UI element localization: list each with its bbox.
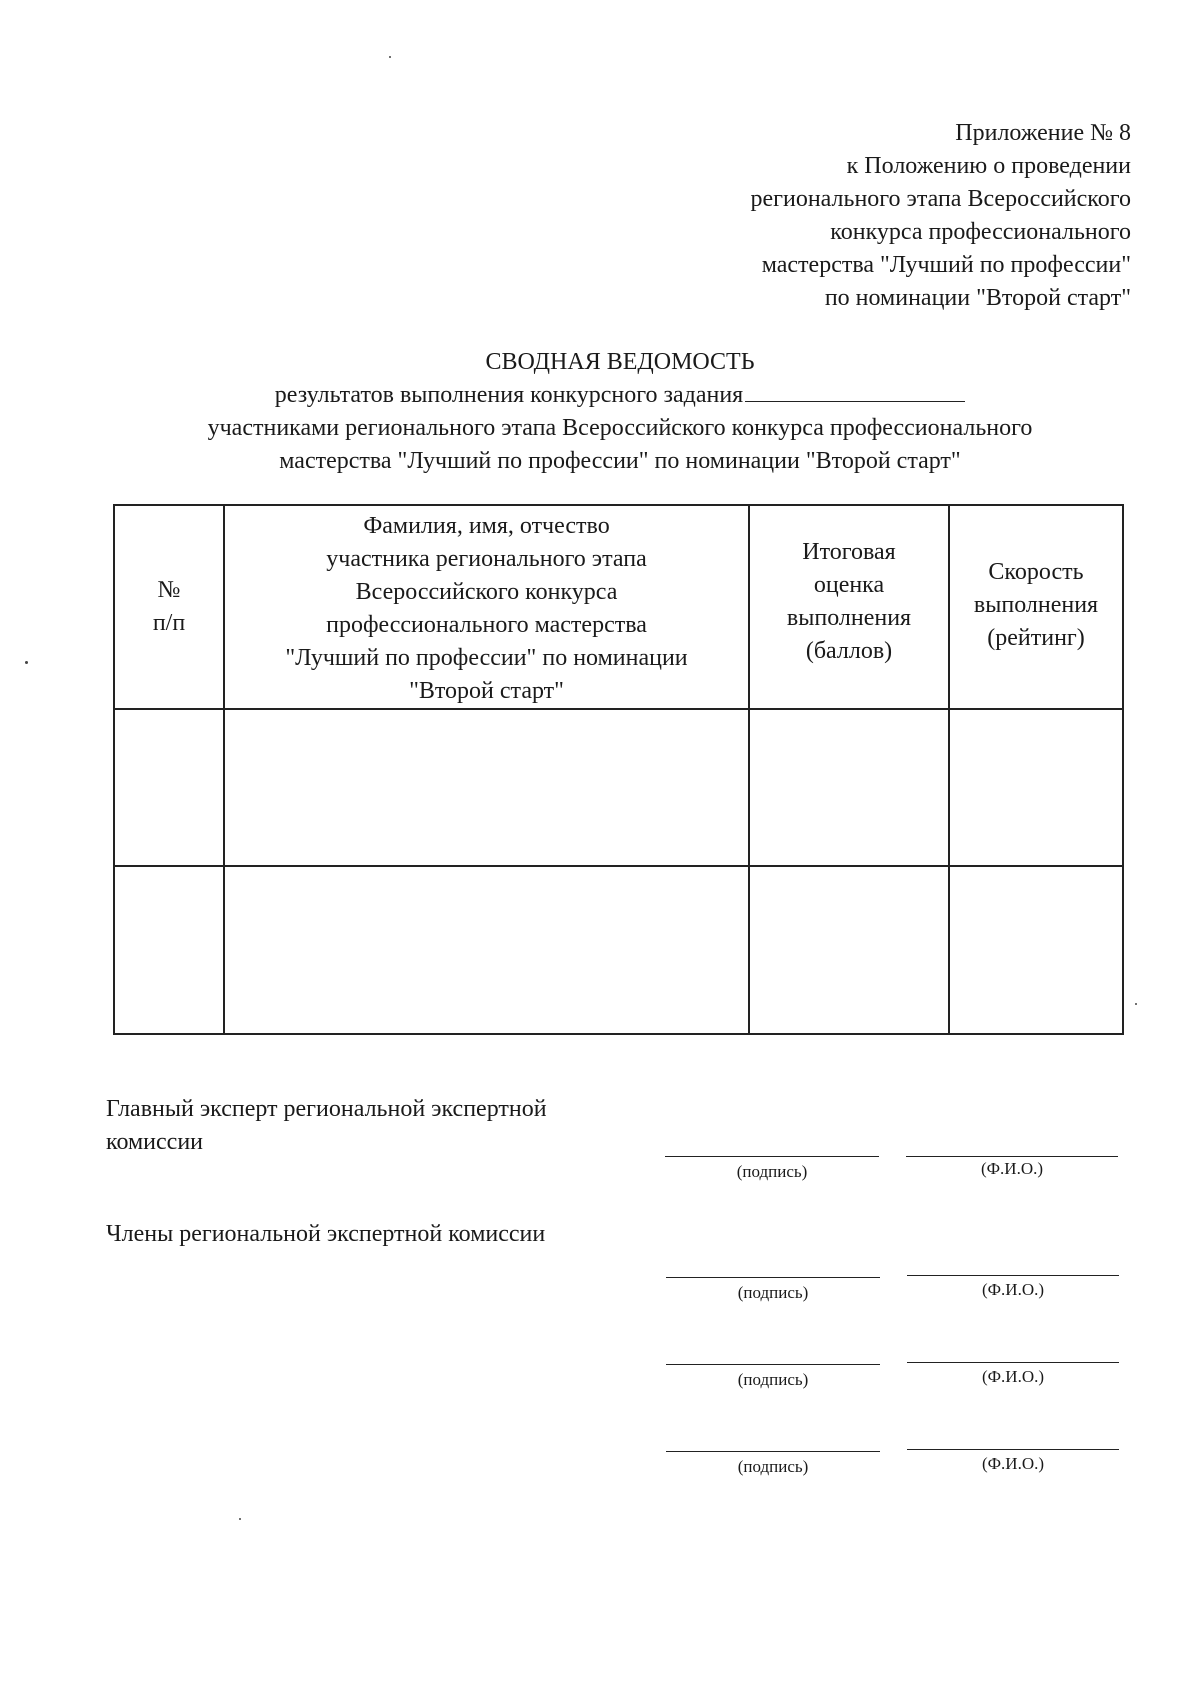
header-text: выполнения bbox=[973, 592, 1099, 618]
signature-caption: (подпись) bbox=[736, 1162, 808, 1181]
subtitle-text: результатов выполнения конкурсного задания bbox=[274, 382, 744, 408]
task-name-blank[interactable] bbox=[745, 379, 965, 402]
subtitle-line-2: участниками регионального этапа Всероссийского конкурса профессионального bbox=[207, 415, 1033, 441]
name-line[interactable] bbox=[907, 1362, 1119, 1363]
appendix-line: к Положению о проведении bbox=[846, 153, 1131, 179]
signature-caption: (подпись) bbox=[737, 1283, 809, 1302]
header-text: № bbox=[157, 577, 181, 603]
chief-expert-label bbox=[106, 1093, 547, 1159]
document-heading: СВОДНАЯ ВЕДОМОСТЬ bbox=[485, 349, 755, 375]
scan-speck bbox=[239, 1518, 241, 1520]
name-caption: (Ф.И.О.) bbox=[980, 1159, 1044, 1178]
header-text: выполнения bbox=[786, 605, 912, 631]
results-table bbox=[113, 504, 1124, 1035]
chief-expert-label-line: Главный эксперт региональной экспертной bbox=[106, 1096, 547, 1122]
header-text: "Лучший по профессии" по номинации bbox=[285, 645, 688, 671]
header-participant-name bbox=[224, 505, 749, 709]
appendix-line: Приложение № 8 bbox=[955, 120, 1131, 146]
header-text: (баллов) bbox=[805, 638, 893, 664]
header-final-score bbox=[749, 505, 949, 709]
signature-caption: (подпись) bbox=[737, 1370, 809, 1389]
signature-caption: (подпись) bbox=[737, 1457, 809, 1476]
cell-name[interactable] bbox=[224, 866, 749, 1034]
table-row bbox=[114, 709, 1123, 866]
appendix-block bbox=[750, 117, 1131, 315]
header-text: профессионального мастерства bbox=[326, 612, 647, 638]
cell-name[interactable] bbox=[224, 709, 749, 866]
scan-speck bbox=[25, 661, 28, 664]
chief-expert-label-line: комиссии bbox=[106, 1129, 204, 1155]
name-caption: (Ф.И.О.) bbox=[981, 1280, 1045, 1299]
cell-score[interactable] bbox=[749, 866, 949, 1034]
table-header-row bbox=[114, 505, 1123, 709]
signature-line[interactable] bbox=[665, 1156, 879, 1157]
members-label: Члены региональной экспертной комиссии bbox=[106, 1221, 546, 1247]
header-text: Всероссийского конкурса bbox=[355, 579, 618, 605]
header-text: (рейтинг) bbox=[987, 625, 1085, 651]
signature-line[interactable] bbox=[666, 1277, 880, 1278]
subtitle-line-3: мастерства "Лучший по профессии" по номинации "Второй старт" bbox=[279, 448, 961, 474]
header-text: "Второй старт" bbox=[409, 678, 564, 704]
table-row bbox=[114, 866, 1123, 1034]
cell-speed[interactable] bbox=[949, 709, 1123, 866]
appendix-line: мастерства "Лучший по профессии" bbox=[761, 252, 1131, 278]
header-text: оценка bbox=[813, 572, 885, 598]
name-line[interactable] bbox=[907, 1449, 1119, 1450]
header-speed-rating bbox=[949, 505, 1123, 709]
scan-speck bbox=[389, 56, 391, 58]
cell-speed[interactable] bbox=[949, 866, 1123, 1034]
header-text: п/п bbox=[152, 610, 186, 636]
name-line[interactable] bbox=[906, 1156, 1118, 1157]
name-line[interactable] bbox=[907, 1275, 1119, 1276]
name-caption: (Ф.И.О.) bbox=[981, 1454, 1045, 1473]
signature-line[interactable] bbox=[666, 1364, 880, 1365]
cell-score[interactable] bbox=[749, 709, 949, 866]
subtitle-line-1 bbox=[100, 379, 1140, 412]
title-block bbox=[100, 346, 1140, 478]
appendix-line: регионального этапа Всероссийского bbox=[750, 186, 1131, 212]
name-caption: (Ф.И.О.) bbox=[981, 1367, 1045, 1386]
header-text: участника регионального этапа bbox=[326, 546, 647, 572]
cell-num[interactable] bbox=[114, 866, 224, 1034]
header-text: Фамилия, имя, отчество bbox=[363, 513, 610, 539]
header-num bbox=[114, 505, 224, 709]
cell-num[interactable] bbox=[114, 709, 224, 866]
appendix-line: конкурса профессионального bbox=[830, 219, 1131, 245]
header-text: Итоговая bbox=[802, 539, 896, 565]
scan-speck bbox=[1135, 1003, 1137, 1005]
header-text: Скорость bbox=[988, 559, 1084, 585]
appendix-line: по номинации "Второй старт" bbox=[824, 285, 1131, 311]
signature-line[interactable] bbox=[666, 1451, 880, 1452]
